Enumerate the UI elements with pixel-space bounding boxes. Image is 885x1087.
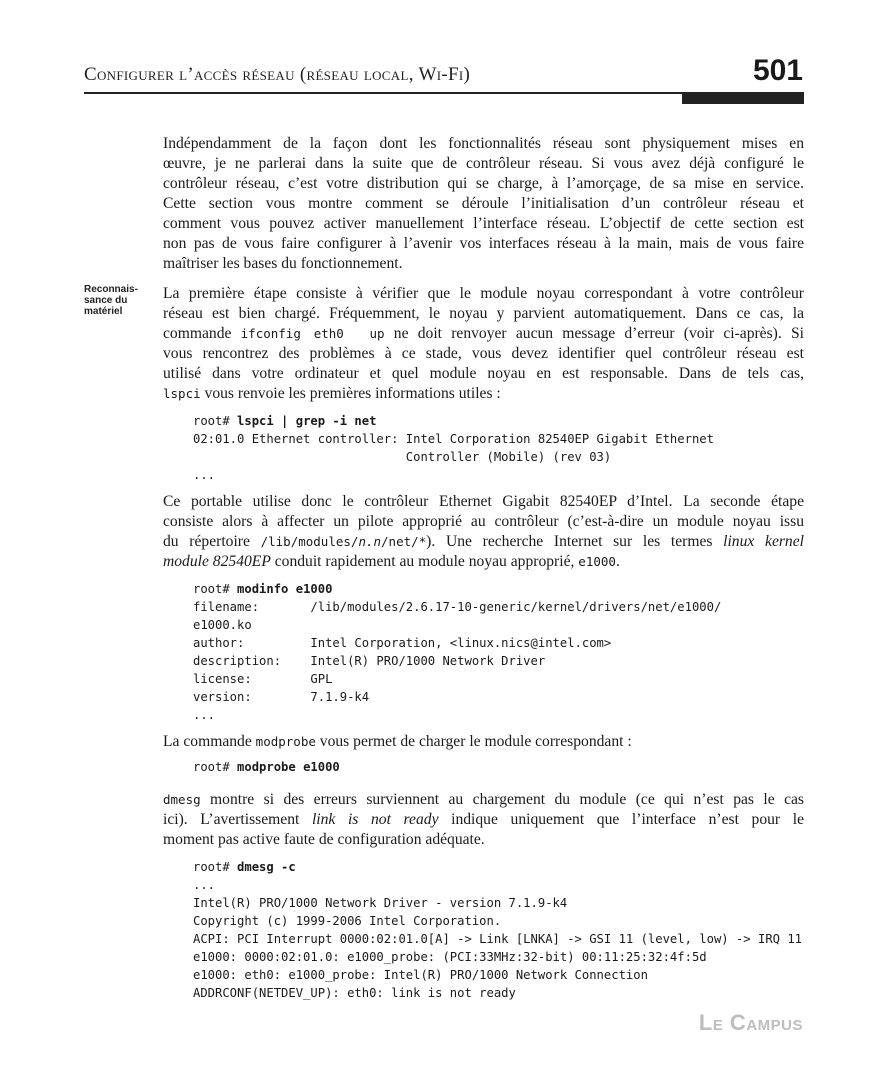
code-command: modinfo e1000 [237,582,333,596]
paragraph-driver [163,492,804,572]
text-line: non pas de vous faire configurer à l’avenir vos interfaces réseau à la main, mais de vous faire [163,235,804,252]
text-line: maîtriser les bases du fonctionnement. [163,255,403,272]
text-line: dmesg montre si des erreurs surviennent au chargement du module (ce qui n’est pas le cas [163,791,804,808]
chapter-title: Configurer l’accès réseau (réseau local, Wi-Fi) [84,64,471,85]
text-line: module 82540EP conduit rapidement au module noyau approprié, e1000. [163,553,620,570]
publisher-logo: Le Campus [698,1010,803,1035]
inline-code: modprobe [255,734,316,749]
text-line: comment vous pouvez activer manuellement l’interface réseau. L’objectif de cette section est [163,215,804,232]
code-block-modprobe: root# modprobe e1000 [193,760,340,774]
text-line: vous rencontrez des problèmes à ce stade, vous devez identifier quel contrôleur réseau est [163,345,804,362]
margin-note-line: Reconnais- [84,284,138,295]
text-line: La première étape consiste à vérifier que le module noyau correspondant à votre contrôleur [163,285,804,302]
page-number: 501 [752,54,803,87]
text-line: œuvre, je ne parlerai dans la suite que de contrôleur réseau. Si vous avez déjà configuré le [163,155,804,172]
margin-note-line: sance du [84,295,128,306]
text-line: moment pas active faute de configuration adéquate. [163,831,485,848]
text-line: ici). L’avertissement link is not ready indique uniquement que l’interface n’est pour le [163,811,805,828]
text-line: réseau est bien chargé. Fréquemment, le noyau y parvient automatiquement. Dans ce cas, la [163,305,804,322]
text-line: Cette section vous montre comment se déroule l’initialisation d’un contrôleur réseau et [163,195,804,212]
text-line: La commande modprobe vous permet de charger le module correspondant : [163,733,632,750]
page-body [163,134,804,1002]
inline-code: lspci [163,386,201,401]
header-rule-block [682,92,804,104]
margin-note [84,284,150,317]
paragraph-modprobe [163,732,804,752]
code-block-lspci: root# lspci | grep -i net 02:01.0 Ethernet controller: Intel Corporation 82540EP Gigabit Ethernet Controller (Mobile) (rev 03) ... [193,414,714,482]
code-block-modinfo: root# modinfo e1000 filename: /lib/modules/2.6.17-10-generic/kernel/drivers/net/e1000/ e1000.ko author: Intel Corporation, <linux.nics@intel.com> description: Intel(R) PRO/1000 Network Driver license: GPL version: 7.1.9-k4 ... [193,582,722,722]
code-command: lspci | grep -i net [237,414,377,428]
code-output: filename: /lib/modules/2.6.17-10-generic/kernel/drivers/net/e1000/ e1000.ko author: Intel Corporation, <linux.nics@intel.com> description: Intel(R) PRO/1000 Network Driver license: GPL version: 7.1.9-k4 ... [193,600,722,722]
paragraph-hardware [163,284,804,404]
inline-code: ifconfig eth0 up [240,326,385,341]
text-line: Ce portable utilise donc le contrôleur Ethernet Gigabit 82540EP d’Intel. La seconde étape [163,493,804,510]
inline-code: e1000 [578,554,616,569]
paragraph-dmesg [163,790,804,850]
code-output: ... Intel(R) PRO/1000 Network Driver - version 7.1.9-k4 Copyright (c) 1999-2006 Intel Corporation. ACPI: PCI Interrupt 0000:02:01.0[A] -> Link [LNKA] -> GSI 11 (level, low) -> IRQ 11 e1000: 0000:02:01.0: e1000_probe: (PCI:33MHz:32-bit) 00:11:25:32:4f:5d e1000: eth0: e1000_probe: Intel(R) PRO/1000 Network Connection ADDRCONF(NETDEV_UP): eth0: link is not ready [193,878,803,1000]
text-line: lspci vous renvoie les premières informations utiles : [163,385,501,402]
code-command: modprobe e1000 [237,760,340,774]
text-line: utilisé dans votre ordinateur et quel module noyau en est responsable. Dans de tels cas, [163,365,804,382]
inline-code: dmesg [163,792,201,807]
code-output: 02:01.0 Ethernet controller: Intel Corporation 82540EP Gigabit Ethernet Controller (Mobile) (rev 03) ... [193,432,714,482]
code-command: dmesg -c [237,860,296,874]
inline-code: /lib/modules/n.n/net/* [260,534,427,549]
text-line: contrôleur réseau, c’est votre distribution qui se charge, à l’amorçage, de sa mise en service. [163,175,804,192]
paragraph-intro [163,134,804,274]
text-line: commande ifconfig eth0 up ne doit renvoyer aucun message d’erreur (voir ci-après). Si [163,325,804,342]
text-line: consiste alors à affecter un pilote approprié au contrôleur (c’est-à-dire un module noyau issu [163,513,804,530]
text-line: du répertoire /lib/modules/n.n/net/*). Une recherche Internet sur les termes linux kernel [163,533,804,550]
text-line: Indépendamment de la façon dont les fonctionnalités réseau sont physiquement mises en [163,135,804,152]
code-block-dmesg: root# dmesg -c ... Intel(R) PRO/1000 Network Driver - version 7.1.9-k4 Copyright (c) 1999-2006 Intel Corporation. ACPI: PCI Interrupt 0000:02:01.0[A] -> Link [LNKA] -> GSI 11 (level, low) -> IRQ 11 e1000: 0000:02:01.0: e1000_probe: (PCI:33MHz:32-bit) 00:11:25:32:4f:5d e1000: eth0: e1000_probe: Intel(R) PRO/1000 Network Connection ADDRCONF(NETDEV_UP): eth0: link is not ready [193,860,803,1000]
margin-note-line: matériel [84,306,123,317]
